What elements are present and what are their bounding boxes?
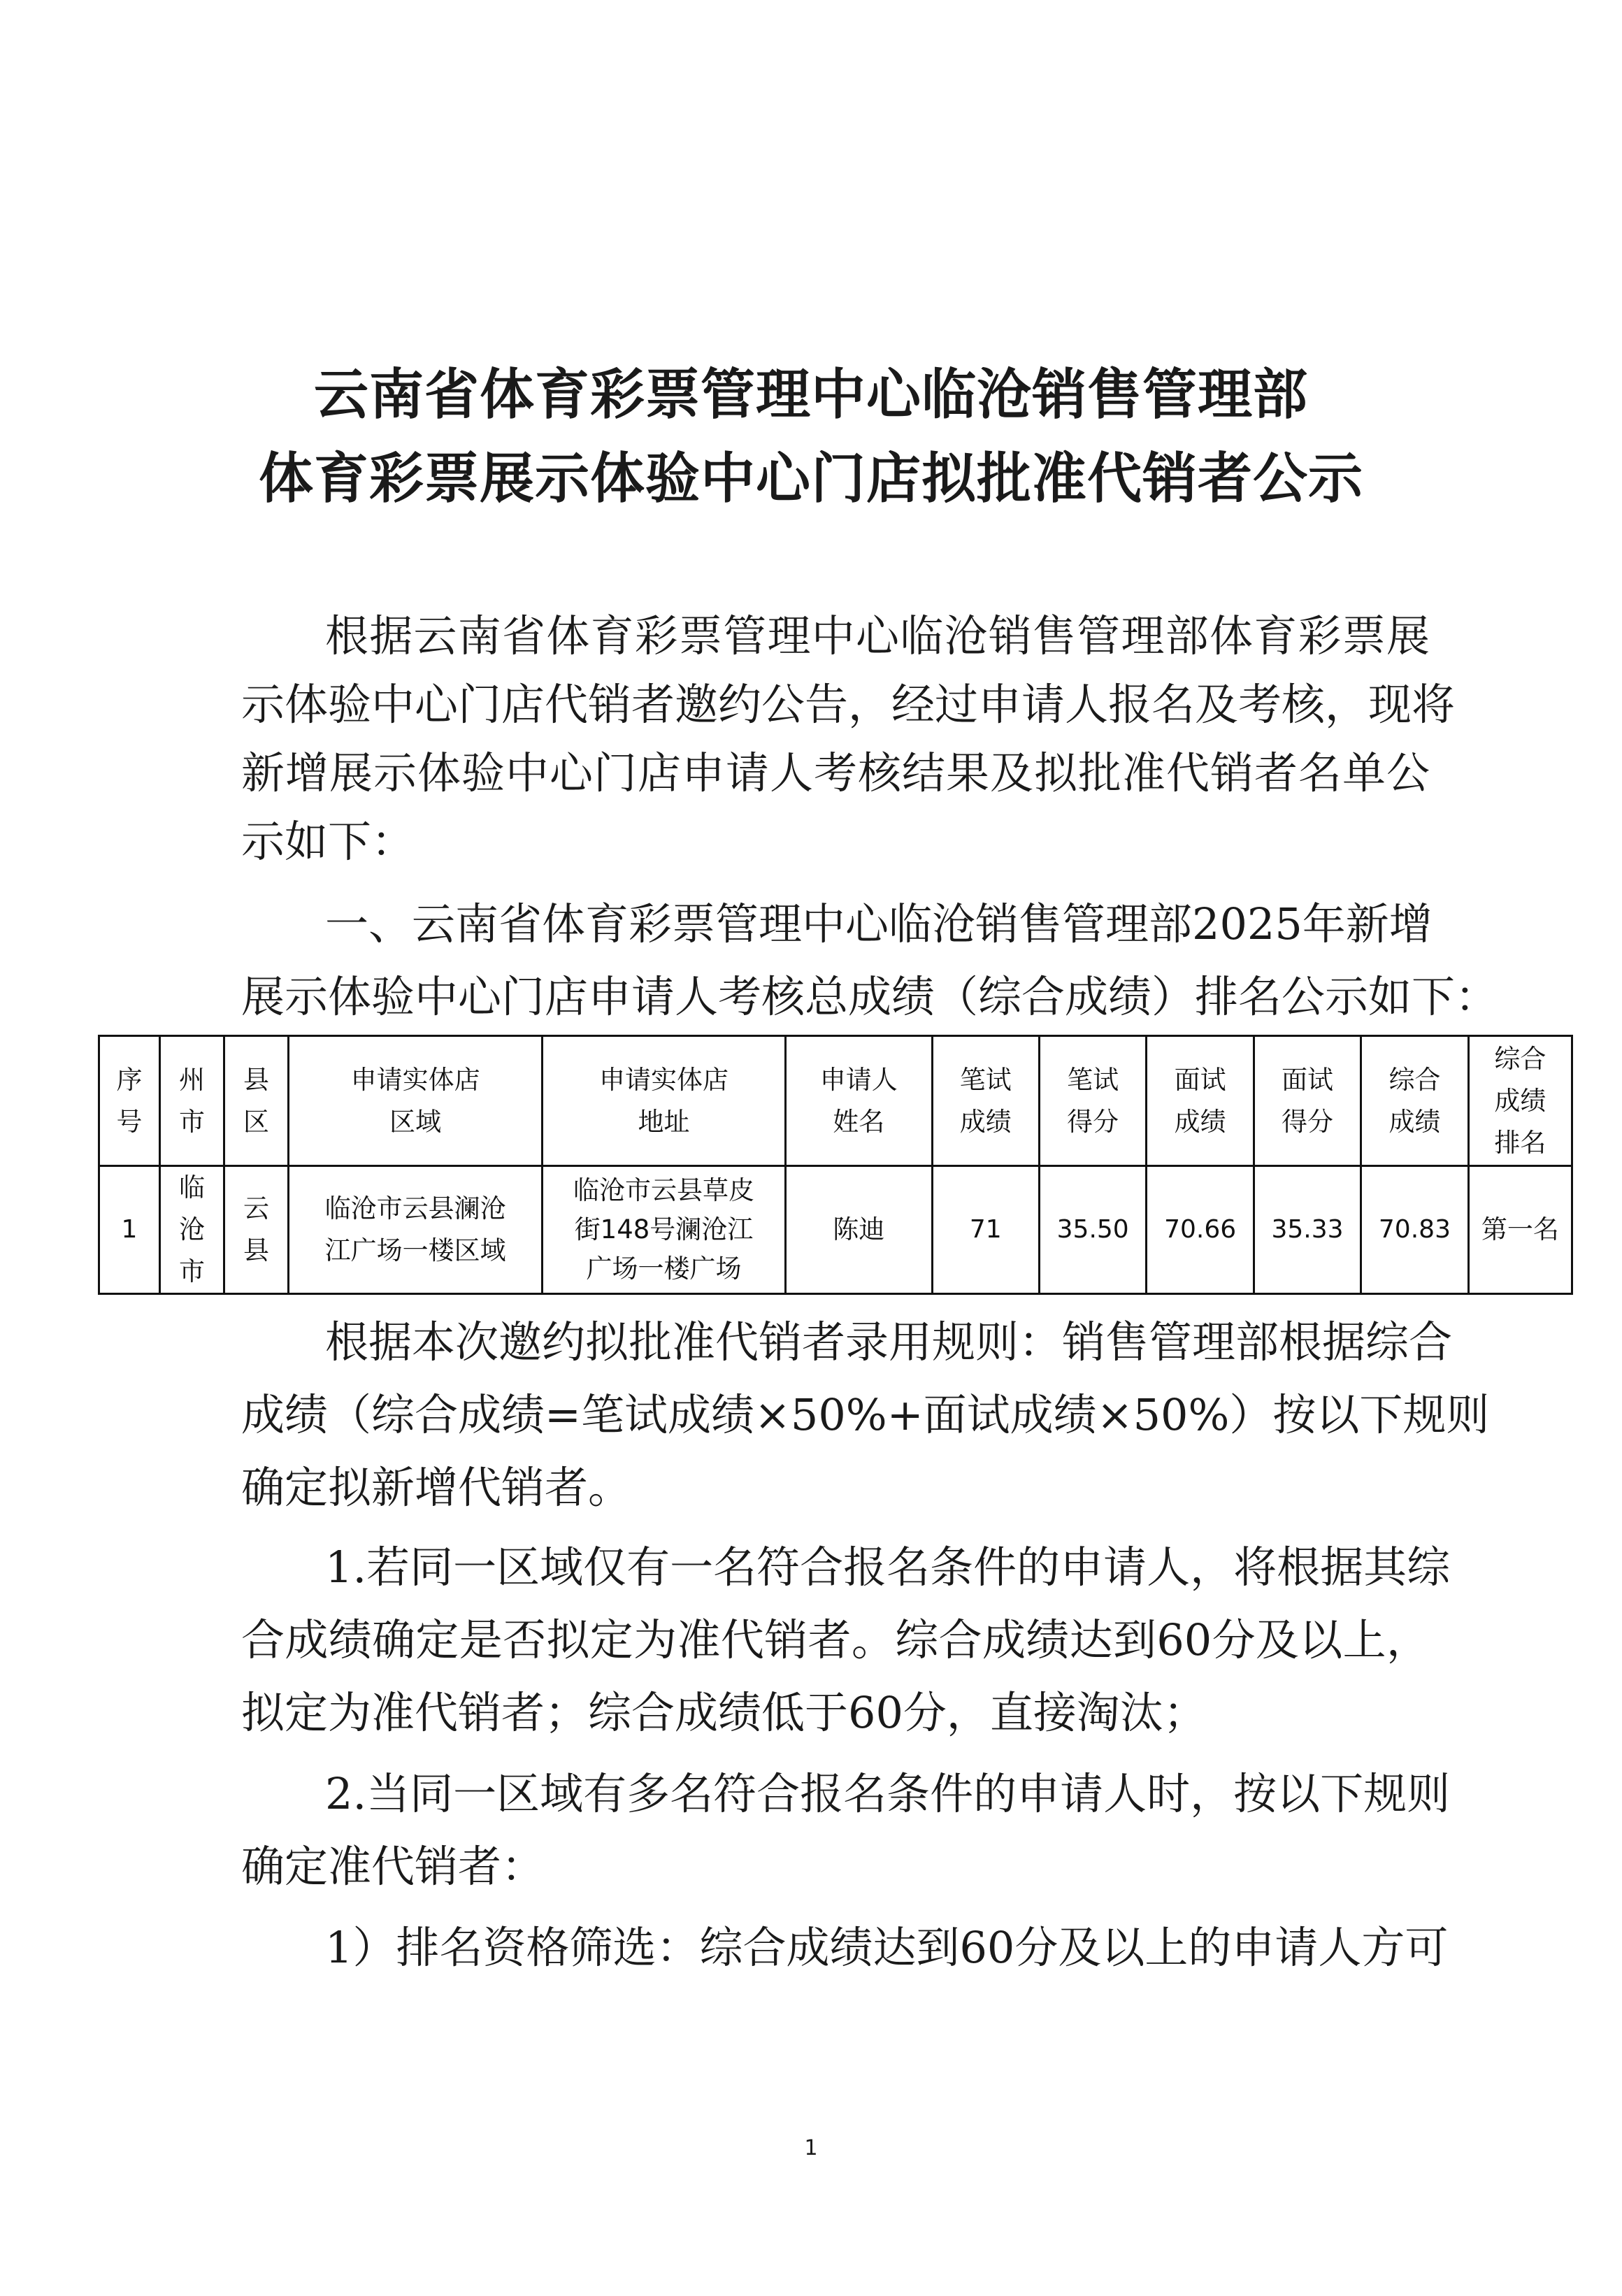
para1-line-2: 示体验中心门店代销者邀约公告，经过申请人报名及考核，现将 — [241, 679, 1456, 730]
header-store-address: 申请实体店 地址 — [543, 1036, 786, 1166]
para2-line-2: 成绩（综合成绩=笔试成绩×50%+面试成绩×50%）按以下规则 — [241, 1389, 1490, 1440]
cell-county: 云 县 — [224, 1166, 288, 1294]
rule1-line-1: 1.若同一区域仅有一名符合报名条件的申请人，将根据其综 — [325, 1542, 1451, 1593]
header-interview-points: 面试 得分 — [1254, 1036, 1361, 1166]
rule2-line-2: 确定准代销者： — [241, 1841, 545, 1892]
header-interview-score: 面试 成绩 — [1147, 1036, 1254, 1166]
section1-line-1: 一、云南省体育彩票管理中心临沧销售管理部2025年新增 — [325, 898, 1433, 949]
rule1-line-3: 拟定为准代销者；综合成绩低于60分，直接淘汰； — [241, 1687, 1207, 1738]
header-total-score: 综合 成绩 — [1361, 1036, 1468, 1166]
cell-city: 临 沧 市 — [159, 1166, 224, 1294]
rule1-line-2: 合成绩确定是否拟定为准代销者。综合成绩达到60分及以上， — [241, 1614, 1430, 1665]
score-table — [98, 1035, 1573, 1295]
header-seq: 序 号 — [99, 1036, 160, 1166]
para1-line-4: 示如下： — [241, 816, 415, 867]
page-number: 1 — [804, 2136, 818, 2160]
para1-line-1: 根据云南省体育彩票管理中心临沧销售管理部体育彩票展 — [325, 610, 1430, 661]
header-store-area: 申请实体店 区域 — [289, 1036, 543, 1166]
header-written-score: 笔试 成绩 — [932, 1036, 1039, 1166]
header-written-points: 笔试 得分 — [1039, 1036, 1146, 1166]
cell-store-area: 临沧市云县澜沧 江广场一楼区域 — [289, 1166, 543, 1294]
table-header-row — [99, 1036, 1572, 1166]
cell-applicant-name: 陈迪 — [785, 1166, 932, 1294]
cell-written-points: 35.50 — [1039, 1166, 1146, 1294]
document-title-line-2: 体育彩票展示体验中心门店拟批准代销者公示 — [258, 447, 1363, 510]
cell-seq: 1 — [99, 1166, 160, 1294]
cell-total-rank: 第一名 — [1468, 1166, 1572, 1294]
header-applicant-name: 申请人 姓名 — [785, 1036, 932, 1166]
cell-store-address: 临沧市云县草皮 街148号澜沧江 广场一楼广场 — [543, 1166, 786, 1294]
table-row — [99, 1166, 1572, 1294]
header-city: 州 市 — [159, 1036, 224, 1166]
document-title-line-1: 云南省体育彩票管理中心临沧销售管理部 — [313, 364, 1308, 426]
cell-total-score: 70.83 — [1361, 1166, 1468, 1294]
cell-interview-points: 35.33 — [1254, 1166, 1361, 1294]
para2-line-1: 根据本次邀约拟批准代销者录用规则：销售管理部根据综合 — [325, 1316, 1453, 1368]
header-county: 县 区 — [224, 1036, 288, 1166]
para2-line-3: 确定拟新增代销者。 — [241, 1462, 632, 1513]
rule3-line-1: 1）排名资格筛选：综合成绩达到60分及以上的申请人方可 — [325, 1922, 1449, 1973]
header-total-rank: 综合 成绩 排名 — [1468, 1036, 1572, 1166]
rule2-line-1: 2.当同一区域有多名符合报名条件的申请人时，按以下规则 — [325, 1768, 1451, 1819]
cell-written-score: 71 — [932, 1166, 1039, 1294]
para1-line-3: 新增展示体验中心门店申请人考核结果及拟批准代销者名单公 — [241, 747, 1430, 798]
cell-interview-score: 70.66 — [1147, 1166, 1254, 1294]
section1-line-2: 展示体验中心门店申请人考核总成绩（综合成绩）排名公示如下： — [241, 971, 1499, 1022]
